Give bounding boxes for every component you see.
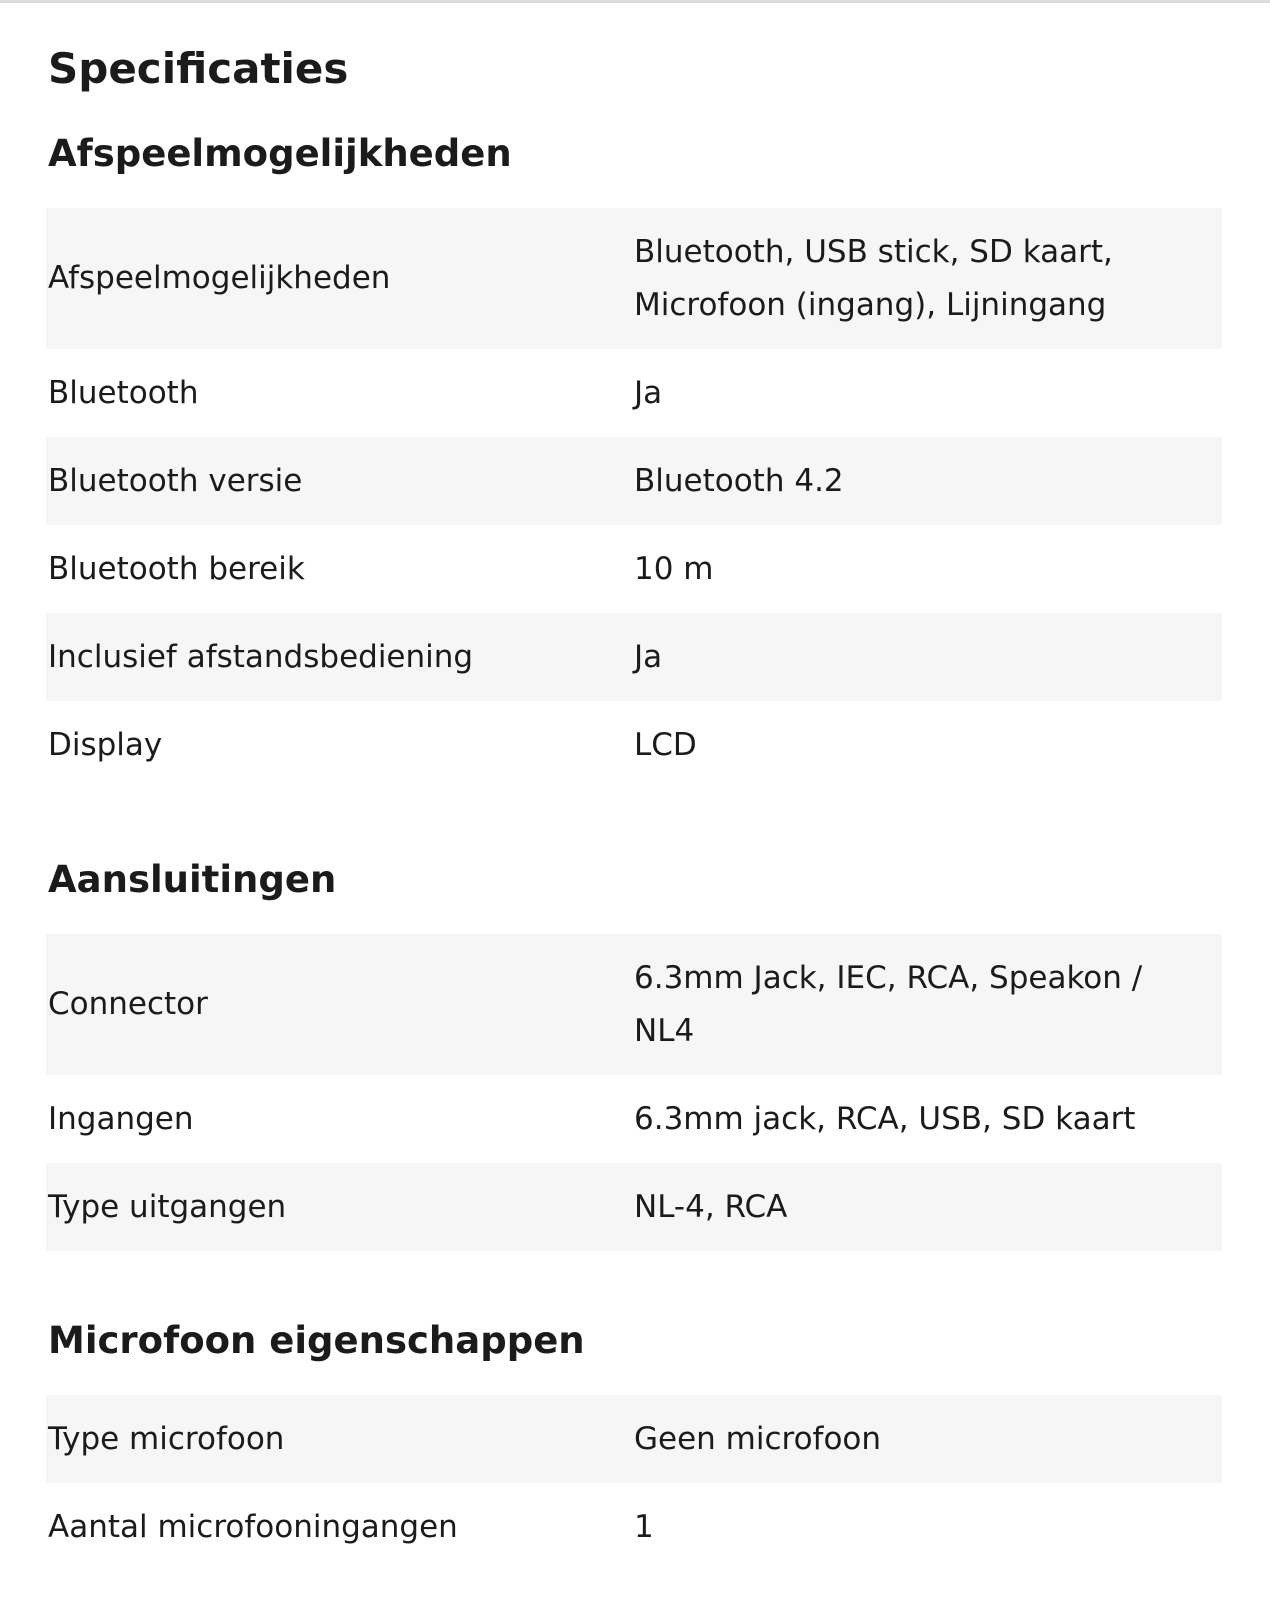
spec-value: Bluetooth, USB stick, SD kaart, Microfoon (ingang), Lijningang (634, 233, 1113, 323)
section-title: Aansluitingen (48, 858, 337, 901)
spec-label: Bluetooth bereik (48, 550, 305, 587)
table-row (46, 1395, 1222, 1483)
spec-value: 1 (634, 1508, 654, 1545)
spec-value: Ja (634, 374, 663, 411)
section-connections (0, 854, 1270, 1251)
spec-label: Type uitgangen (48, 1188, 287, 1225)
spec-label: Aantal microfooningangen (48, 1508, 458, 1545)
table-row (46, 701, 1222, 789)
spec-value: Geen microfoon (634, 1420, 882, 1457)
spec-label: Bluetooth versie (48, 462, 303, 499)
spec-value: NL-4, RCA (634, 1188, 788, 1225)
table-row (46, 208, 1222, 349)
spec-label: Type microfoon (48, 1420, 285, 1457)
section-title: Afspeelmogelijkheden (48, 132, 512, 175)
table-row (46, 934, 1222, 1075)
spec-label: Connector (48, 986, 208, 1022)
table-row (46, 437, 1222, 525)
spec-value: Bluetooth 4.2 (634, 462, 844, 499)
table-row (46, 613, 1222, 701)
spec-value: LCD (634, 726, 697, 763)
table-row (46, 1163, 1222, 1251)
spec-table (46, 1395, 1222, 1571)
table-row (46, 1483, 1222, 1571)
spec-label: Display (48, 726, 163, 763)
spec-table (46, 934, 1222, 1251)
spec-value: 6.3mm Jack, IEC, RCA, Speakon / NL4 (634, 959, 1143, 1049)
table-row (46, 1075, 1222, 1163)
table-row (46, 349, 1222, 437)
spec-label: Bluetooth (48, 374, 199, 411)
spec-label: Afspeelmogelijkheden (48, 260, 391, 296)
table-row (46, 525, 1222, 613)
section-playback (0, 128, 1270, 789)
spec-label: Ingangen (48, 1100, 194, 1137)
page-title: Specificaties (48, 44, 349, 93)
spec-value: Ja (634, 638, 663, 675)
section-microphone (0, 1315, 1270, 1571)
spec-table (46, 208, 1222, 789)
spec-label: Inclusief afstandsbediening (48, 638, 474, 675)
spec-value: 10 m (634, 550, 714, 587)
spec-value: 6.3mm jack, RCA, USB, SD kaart (634, 1100, 1136, 1137)
section-title: Microfoon eigenschappen (48, 1319, 585, 1362)
